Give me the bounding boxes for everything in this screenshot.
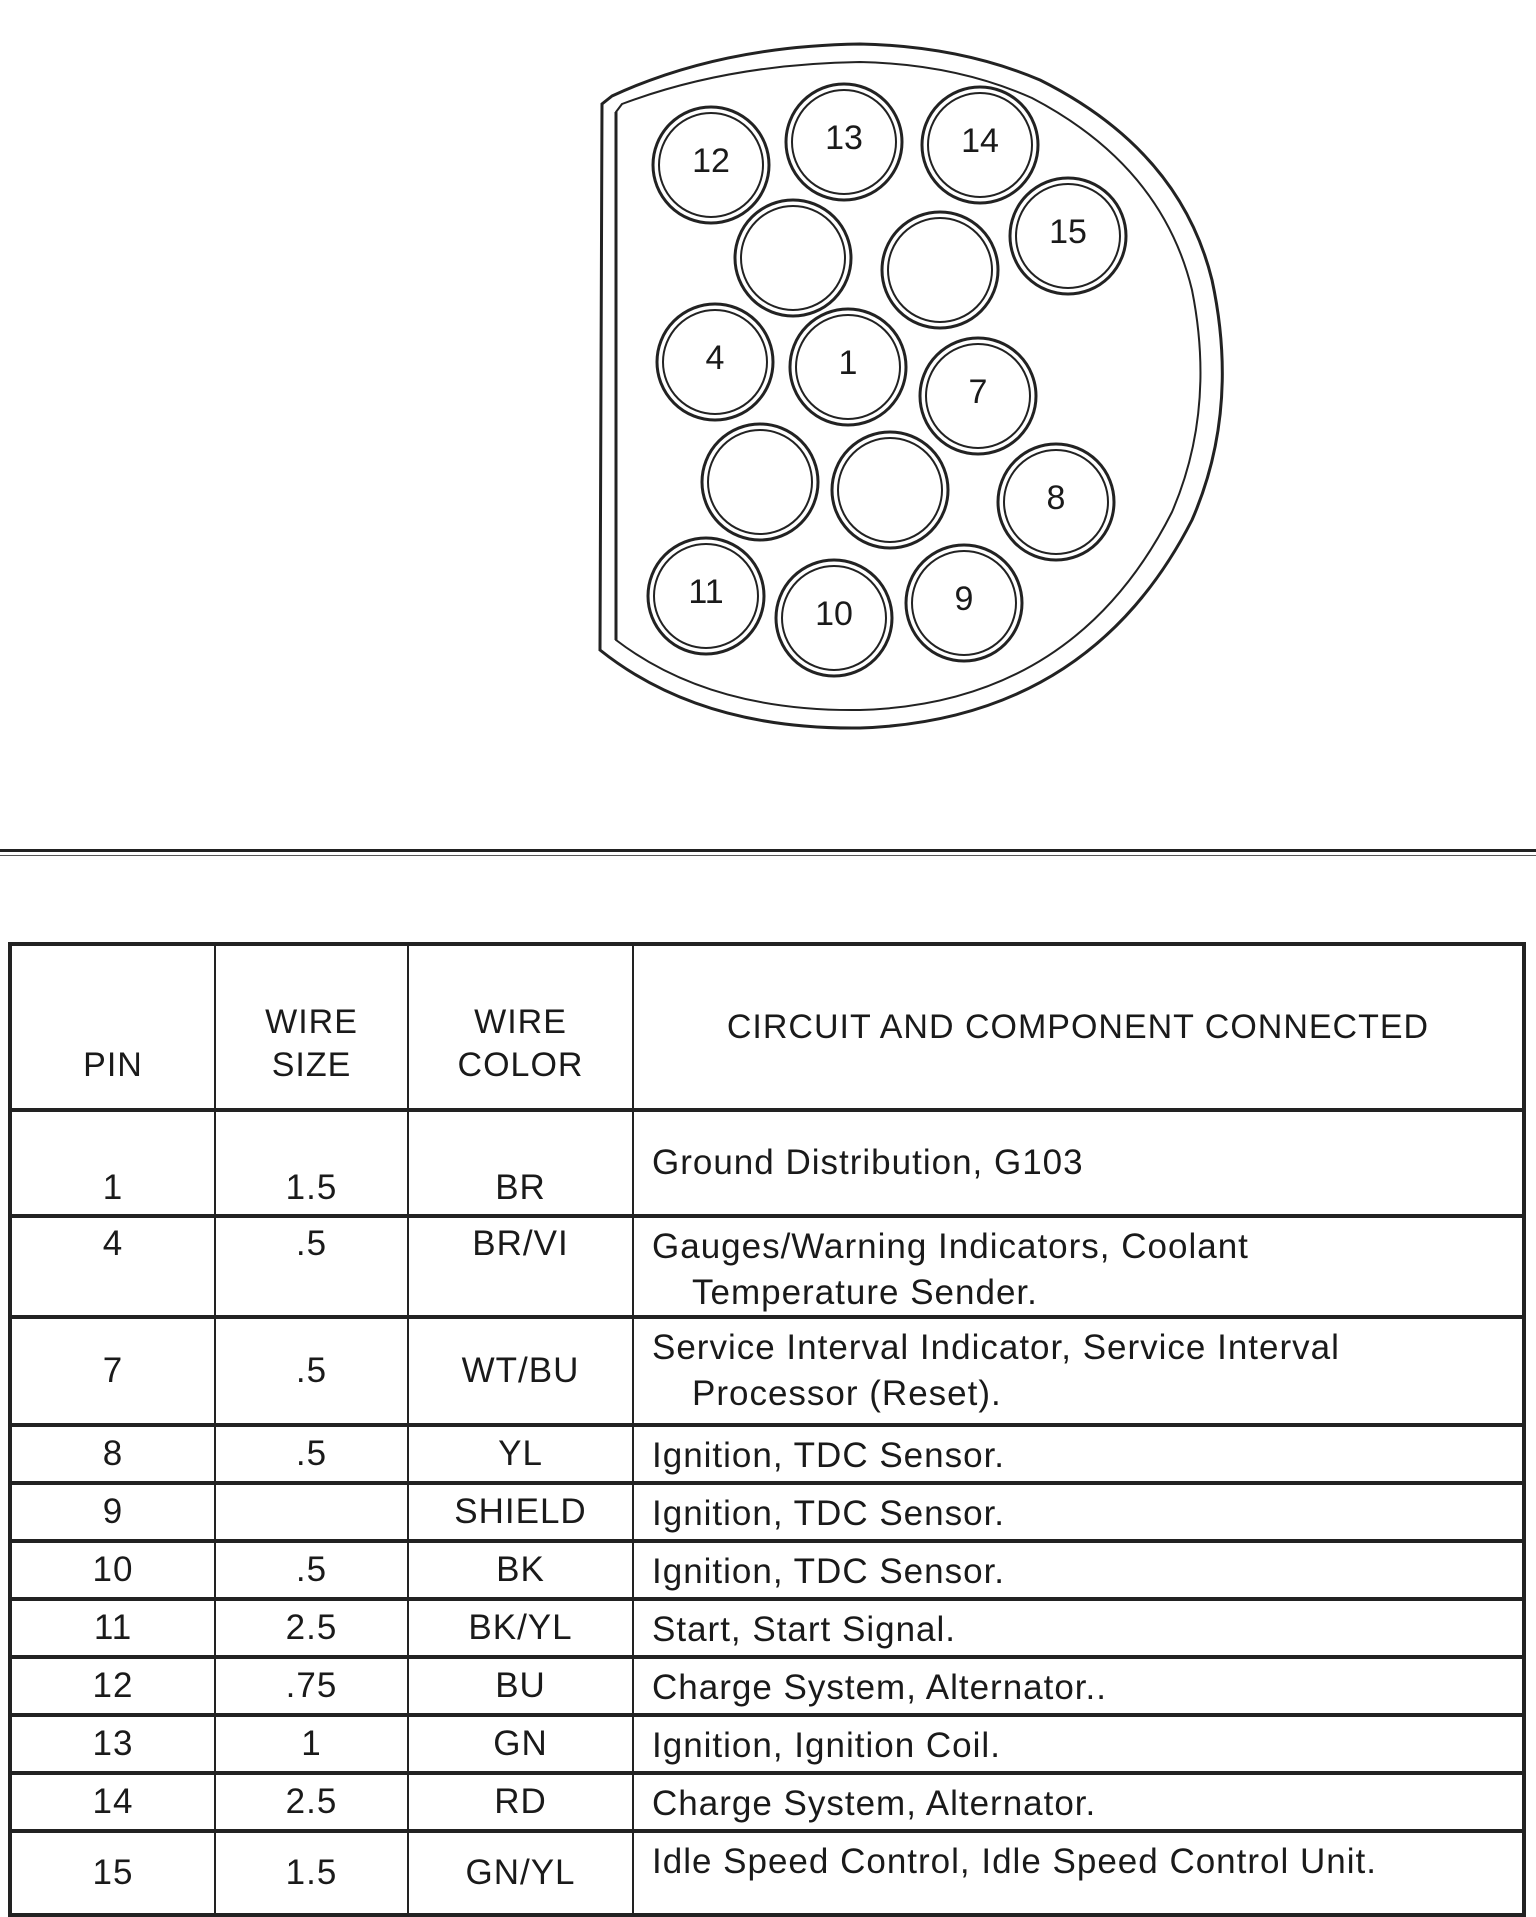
- pin-7: [920, 338, 1036, 454]
- pin-empty-c-inner-ring: [708, 430, 812, 534]
- pin-11-label: 11: [688, 573, 724, 611]
- pin-14-label: 14: [961, 122, 999, 160]
- row-circuit: [633, 1831, 1524, 1915]
- table-header-row: [10, 944, 1524, 1110]
- header-pin: [10, 944, 215, 1110]
- table-row: [10, 1541, 1524, 1599]
- pin-empty-b: [882, 212, 998, 328]
- pin-12-label: 12: [692, 142, 730, 180]
- pin-14: [922, 87, 1038, 203]
- table-row: [10, 1831, 1524, 1915]
- row-wire-color: GN: [408, 1715, 633, 1773]
- header-wire-color-line2: COLOR: [457, 1045, 584, 1084]
- pin-4-label: 4: [705, 339, 725, 377]
- row-circuit-line1: Ground Distribution, G103: [652, 1143, 1084, 1183]
- row-pin: 4: [10, 1216, 215, 1317]
- row-circuit-line2: Processor (Reset).: [692, 1373, 1002, 1413]
- header-circuit-label: CIRCUIT AND COMPONENT CONNECTED: [726, 1007, 1430, 1046]
- row-circuit-line1: Start, Start Signal.: [652, 1610, 957, 1649]
- row-circuit: [633, 1715, 1524, 1773]
- row-pin: 13: [10, 1715, 215, 1773]
- row-wire-color: RD: [408, 1773, 633, 1831]
- table-row: [10, 1715, 1524, 1773]
- row-wire-color: BK/YL: [408, 1599, 633, 1657]
- pin-empty-d: [832, 432, 948, 548]
- table-row: [10, 1599, 1524, 1657]
- pin-15-label: 15: [1049, 213, 1087, 251]
- row-circuit: [633, 1657, 1524, 1715]
- row-wire-size: [215, 1483, 408, 1541]
- connector-diagram: [0, 0, 1536, 840]
- row-circuit: [633, 1425, 1524, 1483]
- pin-empty-b-inner-ring: [888, 218, 992, 322]
- table-row: [10, 1317, 1524, 1425]
- row-circuit-line1: Ignition, TDC Sensor.: [652, 1552, 1006, 1591]
- row-circuit-line2: Temperature Sender.: [692, 1272, 1038, 1312]
- row-circuit: [633, 1317, 1524, 1425]
- row-wire-size: 1: [215, 1715, 408, 1773]
- pin-13-label: 13: [825, 119, 863, 157]
- row-wire-color: GN/YL: [408, 1831, 633, 1915]
- row-circuit-line1: Gauges/Warning Indicators, Coolant: [652, 1227, 1249, 1266]
- header-pin-label: PIN: [83, 1045, 143, 1084]
- row-wire-color: BU: [408, 1657, 633, 1715]
- row-circuit: [633, 1541, 1524, 1599]
- section-divider: [0, 849, 1536, 852]
- pin-1-label: 1: [838, 344, 858, 382]
- row-wire-color: WT/BU: [408, 1317, 633, 1425]
- row-wire-size: .5: [215, 1425, 408, 1483]
- header-wire-color: [408, 944, 633, 1110]
- pin-13: [786, 84, 902, 200]
- pin-group: [648, 84, 1126, 676]
- row-wire-size: 1.5: [215, 1831, 408, 1915]
- pin-table: [8, 942, 1526, 1917]
- row-pin: 1: [10, 1110, 215, 1216]
- row-circuit: [633, 1483, 1524, 1541]
- pin-8: [998, 444, 1114, 560]
- row-wire-size: 2.5: [215, 1599, 408, 1657]
- header-wire-size-line1: WIRE: [265, 1003, 358, 1041]
- row-wire-color: YL: [408, 1425, 633, 1483]
- row-wire-size: .5: [215, 1541, 408, 1599]
- header-circuit: [633, 944, 1524, 1110]
- row-circuit: [633, 1599, 1524, 1657]
- pin-11: [648, 538, 764, 654]
- pin-empty-c: [702, 424, 818, 540]
- row-wire-size: 2.5: [215, 1773, 408, 1831]
- header-wire-size: [215, 944, 408, 1110]
- row-wire-size: .75: [215, 1657, 408, 1715]
- row-circuit-line1: Service Interval Indicator, Service Interval: [652, 1328, 1340, 1367]
- pin-9: [906, 545, 1022, 661]
- pin-empty-c-outer-ring: [702, 424, 818, 540]
- pin-empty-a: [735, 200, 851, 316]
- pin-empty-b-outer-ring: [882, 212, 998, 328]
- row-circuit: [633, 1773, 1524, 1831]
- header-wire-color-line1: WIRE: [474, 1003, 567, 1041]
- table-row: [10, 1657, 1524, 1715]
- header-wire-size-line2: SIZE: [271, 1045, 352, 1084]
- pin-4: [657, 304, 773, 420]
- row-pin: 8: [10, 1425, 215, 1483]
- row-wire-size: .5: [215, 1216, 408, 1317]
- row-wire-color: SHIELD: [408, 1483, 633, 1541]
- pin-8-label: 8: [1046, 479, 1066, 517]
- table-row: [10, 1110, 1524, 1216]
- row-wire-color: BR/VI: [408, 1216, 633, 1317]
- pin-12: [653, 107, 769, 223]
- pin-15: [1010, 178, 1126, 294]
- row-circuit-line1: Ignition, TDC Sensor.: [652, 1494, 1006, 1533]
- row-pin: 10: [10, 1541, 215, 1599]
- table-row: [10, 1483, 1524, 1541]
- row-pin: 15: [10, 1831, 215, 1915]
- row-pin: 11: [10, 1599, 215, 1657]
- row-circuit-line1: Charge System, Alternator.: [652, 1784, 1097, 1823]
- row-circuit-line1: Charge System, Alternator..: [652, 1668, 1107, 1707]
- row-circuit-line1: Ignition, TDC Sensor.: [652, 1436, 1006, 1475]
- pin-empty-d-outer-ring: [832, 432, 948, 548]
- row-wire-color: BK: [408, 1541, 633, 1599]
- pin-10: [776, 560, 892, 676]
- pin-empty-a-inner-ring: [741, 206, 845, 310]
- pin-9-label: 9: [954, 580, 974, 618]
- table-row: [10, 1425, 1524, 1483]
- table-row: [10, 1773, 1524, 1831]
- section-divider-thin: [0, 855, 1536, 856]
- row-pin: 7: [10, 1317, 215, 1425]
- row-circuit-line1: Idle Speed Control, Idle Speed Control Unit.: [652, 1842, 1377, 1881]
- row-wire-size: .5: [215, 1317, 408, 1425]
- row-circuit: [633, 1110, 1524, 1216]
- pin-1: [790, 309, 906, 425]
- pin-7-label: 7: [968, 373, 988, 411]
- pin-empty-d-inner-ring: [838, 438, 942, 542]
- row-pin: 9: [10, 1483, 215, 1541]
- row-pin: 14: [10, 1773, 215, 1831]
- pin-empty-a-outer-ring: [735, 200, 851, 316]
- row-pin: 12: [10, 1657, 215, 1715]
- row-wire-size: 1.5: [215, 1110, 408, 1216]
- row-circuit: [633, 1216, 1524, 1317]
- row-circuit-line1: Ignition, Ignition Coil.: [652, 1726, 1001, 1765]
- pin-10-label: 10: [815, 595, 853, 633]
- table-row: [10, 1216, 1524, 1317]
- row-wire-color: BR: [408, 1110, 633, 1216]
